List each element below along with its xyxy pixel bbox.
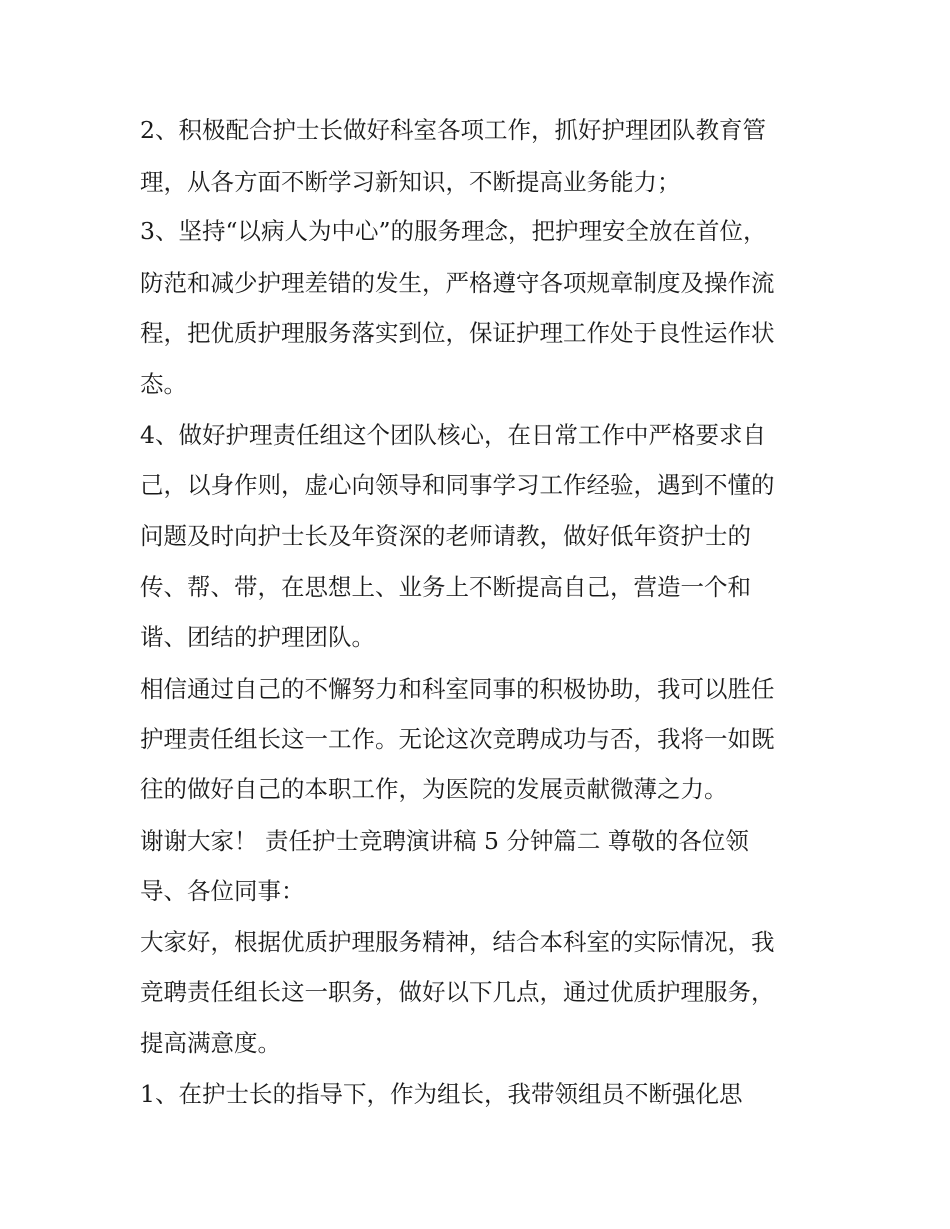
text-line: 2、积极配合护士长做好科室各项工作，抓好护理团队教育管 — [140, 116, 766, 144]
text-line: 程，把优质护理服务落实到位，保证护理工作处于良性运作状 — [140, 319, 775, 347]
text-line: 谢谢大家！ 责任护士竞聘演讲稿 5 分钟篇二 尊敬的各位领 — [140, 827, 749, 855]
text-line: 防范和减少护理差错的发生，严格遵守各项规章制度及操作流 — [140, 269, 775, 297]
text-line: 护理责任组长这一工作。无论这次竞聘成功与否，我将一如既 — [140, 725, 775, 753]
text-line: 问题及时向护士长及年资深的老师请教，做好低年资护士的 — [140, 522, 751, 550]
text-line: 1、在护士长的指导下，作为组长，我带领组员不断强化思 — [140, 1080, 743, 1108]
text-line: 谐、团结的护理团队。 — [140, 623, 375, 651]
text-line: 提高满意度。 — [140, 1029, 281, 1057]
text-line: 4、做好护理责任组这个团队核心，在日常工作中严格要求自 — [140, 421, 766, 449]
text-line: 传、帮、带，在思想上、业务上不断提高自己，营造一个和 — [140, 573, 751, 601]
text-line: 大家好，根据优质护理服务精神，结合本科室的实际情况，我 — [140, 928, 775, 956]
text-line: 竞聘责任组长这一职务，做好以下几点，通过优质护理服务， — [140, 978, 775, 1006]
text-line: 3、坚持“以病人为中心”的服务理念，把护理安全放在首位， — [140, 217, 767, 245]
text-line: 导、各位同事： — [140, 877, 305, 905]
text-line: 理，从各方面不断学习新知识，不断提高业务能力； — [140, 168, 681, 196]
text-line: 相信通过自己的不懈努力和科室同事的积极协助，我可以胜任 — [140, 675, 775, 703]
text-line: 往的做好自己的本职工作，为医院的发展贡献微薄之力。 — [140, 775, 728, 803]
text-line: 态。 — [140, 370, 187, 398]
text-line: 己，以身作则，虚心向领导和同事学习工作经验，遇到不懂的 — [140, 471, 775, 499]
